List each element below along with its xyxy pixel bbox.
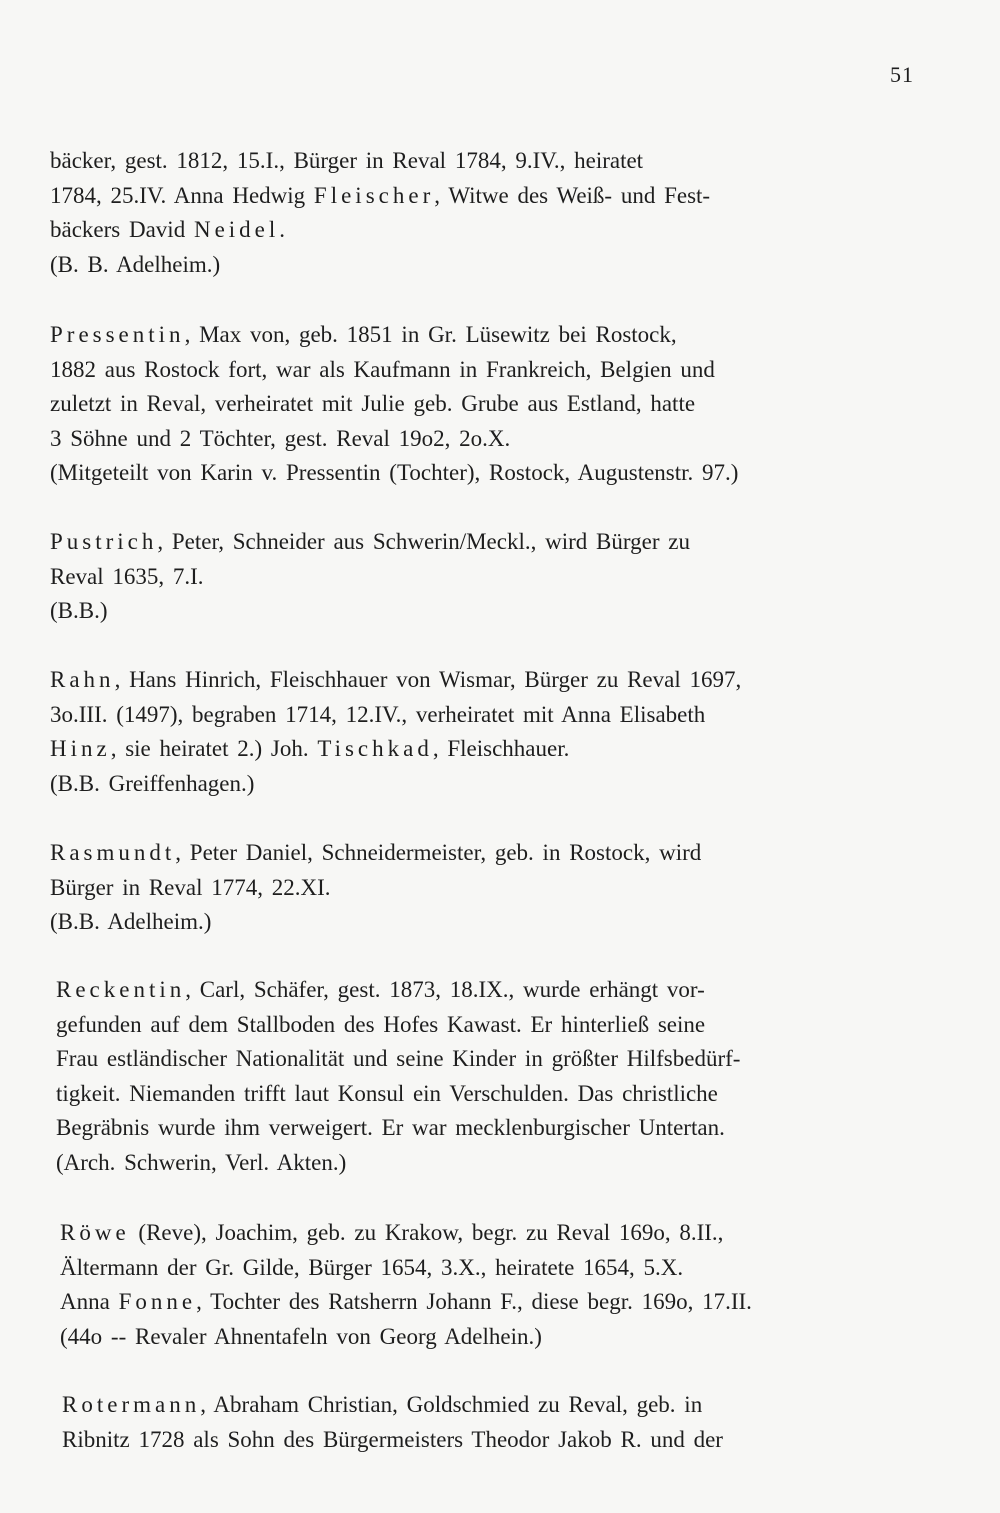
entry-line: zuletzt in Reval, verheiratet mit Julie geb. Grube aus Estland, hatte bbox=[50, 391, 696, 416]
entry-line: Ribnitz 1728 als Sohn des Bürgermeisters Theodor Jakob R. und der bbox=[62, 1426, 723, 1452]
entry-line: gefunden auf dem Stallboden des Hofes Kawast. Er hinterließ seine bbox=[56, 1011, 706, 1037]
entry-heading-line: Pressentin, Max von, geb. 1851 in Gr. Lüsewitz bei Rostock, bbox=[50, 322, 677, 347]
entry-line: Reval 1635, 7.I. bbox=[50, 563, 204, 589]
entry-rotermann bbox=[62, 1388, 962, 1457]
entry-line: Begräbnis wurde ihm verweigert. Er war mecklenburgischer Untertan. bbox=[56, 1115, 725, 1140]
surname: Reckentin bbox=[56, 977, 186, 1002]
entry-heading-line: Reckentin, Carl, Schäfer, gest. 1873, 18.IX., wurde erhängt vor- bbox=[56, 977, 705, 1002]
entry-pustrich bbox=[50, 525, 950, 629]
source-citation: (Arch. Schwerin, Verl. Akten.) bbox=[56, 1149, 347, 1175]
entry-heading-line: Rotermann, Abraham Christian, Goldschmied zu Reval, geb. in bbox=[62, 1392, 703, 1417]
source-citation: (B.B. Adelheim.) bbox=[50, 909, 212, 934]
entry-line: Hinz, sie heiratet 2.) Joh. Tischkad, Fleischhauer. bbox=[50, 736, 570, 761]
surname: Rotermann bbox=[62, 1392, 201, 1417]
entry-line: 1882 aus Rostock fort, war als Kaufmann in Frankreich, Belgien und bbox=[50, 356, 715, 382]
entry-line: Anna Fonne, Tochter des Ratsherrn Johann F., diese begr. 169o, 17.II. bbox=[60, 1289, 752, 1314]
surname: Rasmundt bbox=[50, 840, 176, 865]
entry-heading-line: Pustrich, Peter, Schneider aus Schwerin/Meckl., wird Bürger zu bbox=[50, 529, 690, 554]
entry-pressentin bbox=[50, 318, 950, 491]
entry-heading-line: Rahn, Hans Hinrich, Fleischhauer von Wismar, Bürger zu Reval 1697, bbox=[50, 667, 742, 692]
surname: Neidel bbox=[193, 217, 280, 242]
entry-rasmundt bbox=[50, 836, 950, 940]
surname: Hinz bbox=[50, 736, 111, 761]
surname: Fleischer bbox=[313, 182, 435, 208]
source-citation: (Mitgeteilt von Karin v. Pressentin (Tochter), Rostock, Augustenstr. 97.) bbox=[50, 460, 739, 485]
entry-baecker bbox=[50, 144, 950, 282]
surname: Rahn bbox=[50, 667, 115, 692]
source-citation: (B.B.) bbox=[50, 598, 108, 623]
entry-line: 3 Söhne und 2 Töchter, gest. Reval 19o2, 2o.X. bbox=[50, 425, 511, 451]
source-citation: (44o -- Revaler Ahnentafeln von Georg Adelhein.) bbox=[60, 1323, 542, 1349]
surname: Tischkad bbox=[317, 736, 433, 761]
entry-line: bäcker, gest. 1812, 15.I., Bürger in Reval 1784, 9.IV., heiratet bbox=[50, 148, 644, 173]
surname: Fonne bbox=[118, 1289, 197, 1314]
entry-line: Frau estländischer Nationalität und seine Kinder in größter Hilfsbedürf- bbox=[56, 1046, 741, 1071]
surname: Röwe bbox=[60, 1220, 130, 1245]
entry-reckentin bbox=[56, 973, 956, 1180]
entry-roewe bbox=[60, 1216, 960, 1354]
entry-rahn bbox=[50, 663, 950, 801]
page-number: 51 bbox=[890, 62, 914, 87]
surname: Pressentin bbox=[50, 322, 185, 347]
entry-line: 1784, 25.IV. Anna Hedwig Fleischer, Witwe des Weiß- und Fest- bbox=[50, 182, 711, 208]
source-citation: (B. B. Adelheim.) bbox=[50, 251, 221, 277]
surname: Pustrich bbox=[50, 529, 158, 554]
entry-line: tigkeit. Niemanden trifft laut Konsul ein Verschulden. Das christliche bbox=[56, 1080, 718, 1106]
source-citation: (B.B. Greiffenhagen.) bbox=[50, 770, 255, 796]
entry-line: Ältermann der Gr. Gilde, Bürger 1654, 3.X., heiratete 1654, 5.X. bbox=[60, 1254, 684, 1280]
entry-heading-line: Rasmundt, Peter Daniel, Schneidermeister, geb. in Rostock, wird bbox=[50, 840, 702, 865]
entry-line: Bürger in Reval 1774, 22.XI. bbox=[50, 874, 331, 900]
entry-line: bäckers David Neidel. bbox=[50, 217, 286, 242]
entry-heading-line: Röwe (Reve), Joachim, geb. zu Krakow, begr. zu Reval 169o, 8.II., bbox=[60, 1220, 724, 1245]
entry-line: 3o.III. (1497), begraben 1714, 12.IV., verheiratet mit Anna Elisabeth bbox=[50, 701, 706, 727]
